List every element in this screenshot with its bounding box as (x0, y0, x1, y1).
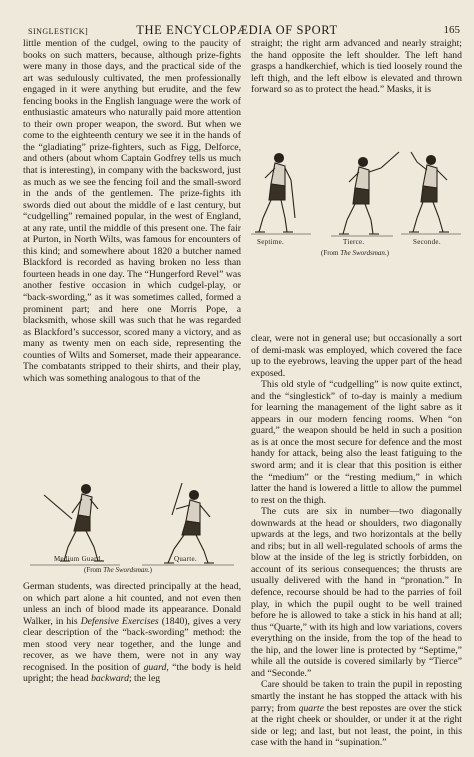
text-run: Care should be taken to train the pupil in reposting smartly the instant he has stopped the attack with his parry; from (251, 679, 462, 714)
text-run: the best repostes are over the stick at the right cheek or shoulder, or under it at the right side or leg; and last, but not least, the point, in this case with the hand in “supination.” (251, 702, 462, 749)
book-title: Defensive Exercises (80, 615, 159, 627)
left-column-top (23, 38, 241, 384)
text-run: ; the leg (128, 673, 161, 685)
credit-prefix: (From (321, 249, 341, 257)
emphasis: quarte (298, 702, 324, 714)
fencer-tierce (331, 152, 399, 236)
credit-suffix: .) (147, 566, 153, 574)
emphasis: guard (143, 661, 167, 673)
figure-credit-left (84, 566, 152, 574)
figure-credit-right (321, 249, 389, 257)
running-title: THE ENCYCLOPÆDIA OF SPORT (136, 23, 338, 37)
paragraph: This old style of “cudgelling” is now quite extinct, and the “singlestick” of to-day is mainly a medium for learning the management of the light sabre as it appears in our modern fencing rooms. When “on guard,” the weapon should be held in such a position as is at once the most secure for defence and the most handy for attack, being also the least fatiguing to the sword arm; and it is clear that this position is either the “medium” or the “resting medium,” in which latter the hand is lowered a little to allow the pummel to rest on the thigh. (251, 379, 462, 506)
left-column-bottom (23, 581, 241, 685)
text-run: , “the body is held upright; the head (23, 661, 242, 685)
page-header (0, 0, 474, 40)
caption-tierce: Tierce. (343, 238, 365, 246)
right-column-top (251, 38, 462, 96)
paragraph: The cuts are six in number—two diagonally downwards at the head or shoulders, two diagonally upwards at the legs, and two horizontals at the belly and ribs; but in all well-regulated schools of arms the blow at the inside of the leg is strictly forbidden, on account of its serious consequences; the thrusts are usually delivered with the hand in “pronation.” In defence, recourse should be had to the parries of foil play, in which the pupil ought to be well trained before he is allowed to take a stick in his hand at all; thus “Quarte,” with its high and low variations, covers everything on the inside, from the top of the head to the hip, and the lower line is protected by “Septime,” while all the outside is covered similarly by “Tierce” and “Seconde.” (251, 506, 462, 679)
paragraph (23, 581, 241, 685)
figure-medium-guard-quarte (24, 475, 239, 575)
page-number: 165 (443, 24, 460, 36)
fencer-septime (251, 154, 311, 235)
caption-seconde: Seconde. (413, 238, 441, 246)
paragraph: little mention of the cudgel, owing to the paucity of books on such matters, because, although prize-fights were many in those days, and the practical side of the art was sedulously cultivated, the men professionally engaged in it were anything but erudite, and the few fencing books in the English language were the work of enthusiastic amateurs who naturally paid more attention to their own proper weapon, the sword. But when we come to the eighteenth century we see it in the hands of the “gladiating” prize-fighters, such as Figg, Delforce, and others (about whom Captain Godfrey tells us much that is interesting), in company with the backsword, just as much as we see the fencing foil and the small-sword in the ands of the gentlemen. The prize-fights ith swords died out about the middle of e last century, but “cudgelling” remained popular, in the west of England, at any rate, until the middle of this present one. The fair at Purton, in North Wilts, was famous for encounters of this kind; and somewhere about 1820 a butcher named Blackford is recorded as having broken no less than fourteen heads in one day. The “Hungerford Revel” was another festive occasion in which cudgel-play, or “back-swording,” as it was sometimes called, formed a prominent part; and here one Morris Pope, a blacksmith, whose skill was such that he was regarded as Blackford’s successor, scored many a victory, and as many as twenty men on each side, representing the counties of Wilts and Somerset, made their appearance. The combatants stripped to their shirts, and their play, which was something analogous to that of the (23, 38, 241, 384)
paragraph: clear, were not in general use; but occasionally a sort of demi-mask was employed, which covered the face up to the eyebrows, leaving the upper part of the head exposed. (251, 333, 462, 379)
credit-prefix: (From (84, 566, 104, 574)
credit-source: The Swordsman (103, 566, 148, 574)
fencer-seconde (401, 152, 461, 234)
text-run: (1840), gives a very clear description of the “back-swording” method: the men stood very near together, and the lunge and recover, as we have them, were not in any way recognised. In the position of (23, 615, 241, 673)
figure-septime-tierce-seconde (251, 148, 462, 260)
fencer-quarte (142, 483, 234, 565)
text-run: German students, was directed principally at the head, on which part alone a hit counted, and not even then unless an inch of blood made its appearance. Donald Walker, in his (23, 581, 241, 627)
fencer-medium-guard (30, 485, 120, 566)
caption-septime: Septime. (257, 238, 285, 246)
credit-source: The Swordsman (340, 249, 385, 257)
right-column-bottom (251, 333, 462, 749)
section-label: SINGLESTICK] (28, 27, 89, 36)
credit-suffix: .) (384, 249, 390, 257)
paragraph (251, 679, 462, 748)
paragraph: straight; the right arm advanced and nearly straight; the hand opposite the left shoulder. The left hand grasps a handkerchief, which is tied loosely round the left thigh, and the left elbow is elevated and thrown forward so as to protect the head.” Masks, it is (251, 38, 462, 96)
caption-quarte: Quarte. (174, 555, 197, 563)
caption-medium-guard: Medium Guard. (54, 555, 103, 563)
emphasis: backward (91, 673, 129, 685)
